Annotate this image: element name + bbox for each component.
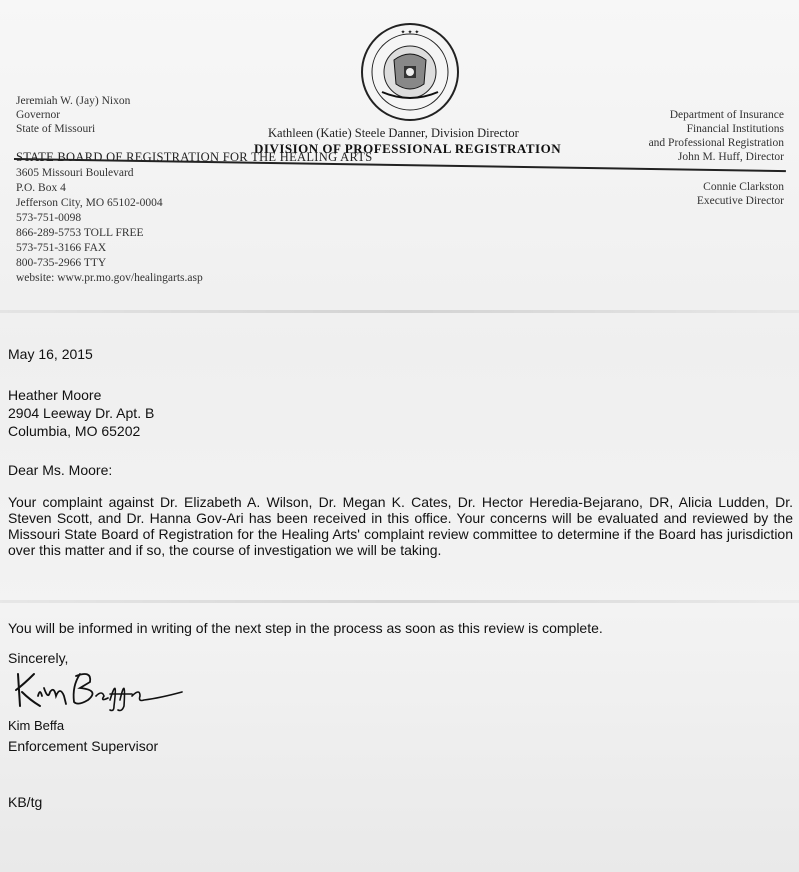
governor-state: State of Missouri (16, 123, 96, 135)
signer-title: Enforcement Supervisor (8, 738, 159, 754)
governor-title: Governor (16, 109, 61, 121)
board-name: STATE BOARD OF REGISTRATION FOR THE HEALING ARTS (16, 150, 373, 164)
executive-name: Connie Clarkston (703, 181, 784, 193)
address-line: P.O. Box 4 (16, 182, 66, 194)
recipient-name: Heather Moore (8, 387, 102, 403)
phone-line: 573-751-0098 (16, 212, 82, 224)
complaint-paragraph: Your complaint against Dr. Elizabeth A. Wilson, Dr. Megan K. Cates, Dr. Hector Heredia-Bejarano, DR, Alicia Ludden, Dr. Steven Scott, and Dr. Hanna Gov-Ari has been received in this office. Your concerns will be evaluated and reviewed by the Missouri State Board of Registration for the Healing Arts' complaint review committee to determine if the Board has jurisdiction over this matter and if so, the course of investigation we will be taking. (8, 494, 793, 558)
recipient-city: Columbia, MO 65202 (8, 423, 141, 439)
tty-line: 800-735-2966 TTY (16, 257, 107, 269)
executive-title: Executive Director (696, 195, 784, 207)
department-director: John M. Huff, Director (677, 151, 784, 163)
paper-fold (0, 600, 799, 603)
svg-text:✦ ✦ ✦: ✦ ✦ ✦ (400, 29, 420, 36)
signer-name: Kim Beffa (8, 718, 65, 733)
letter-date: May 16, 2015 (8, 346, 93, 362)
address-line: 3605 Missouri Boulevard (16, 167, 134, 179)
division-director: Kathleen (Katie) Steele Danner, Division Director (268, 126, 519, 140)
governor-name: Jeremiah W. (Jay) Nixon (16, 95, 131, 107)
reference-initials: KB/tg (8, 794, 43, 810)
recipient-block (8, 386, 154, 440)
closing: Sincerely, (8, 650, 69, 666)
department-block (632, 108, 784, 164)
board-address-block (16, 166, 203, 286)
department-line: Financial Institutions (686, 123, 784, 135)
recipient-street: 2904 Leeway Dr. Apt. B (8, 405, 155, 421)
fax-line: 573-751-3166 FAX (16, 242, 107, 254)
salutation: Dear Ms. Moore: (8, 462, 113, 478)
website-line: website: www.pr.mo.gov/healingarts.asp (16, 272, 203, 284)
governor-block (16, 94, 130, 136)
department-line: Department of Insurance (669, 109, 784, 121)
address-line: Jefferson City, MO 65102-0004 (16, 197, 163, 209)
missouri-state-seal (360, 22, 460, 122)
toll-free-line: 866-289-5753 TOLL FREE (16, 227, 144, 239)
department-line: and Professional Registration (648, 137, 784, 149)
handwritten-signature (10, 666, 190, 712)
executive-block (684, 180, 784, 208)
next-step-paragraph: You will be informed in writing of the next step in the process as soon as this review is complete. (8, 620, 603, 636)
paper-fold (0, 310, 799, 313)
division-title: DIVISION OF PROFESSIONAL REGISTRATION (254, 141, 562, 156)
